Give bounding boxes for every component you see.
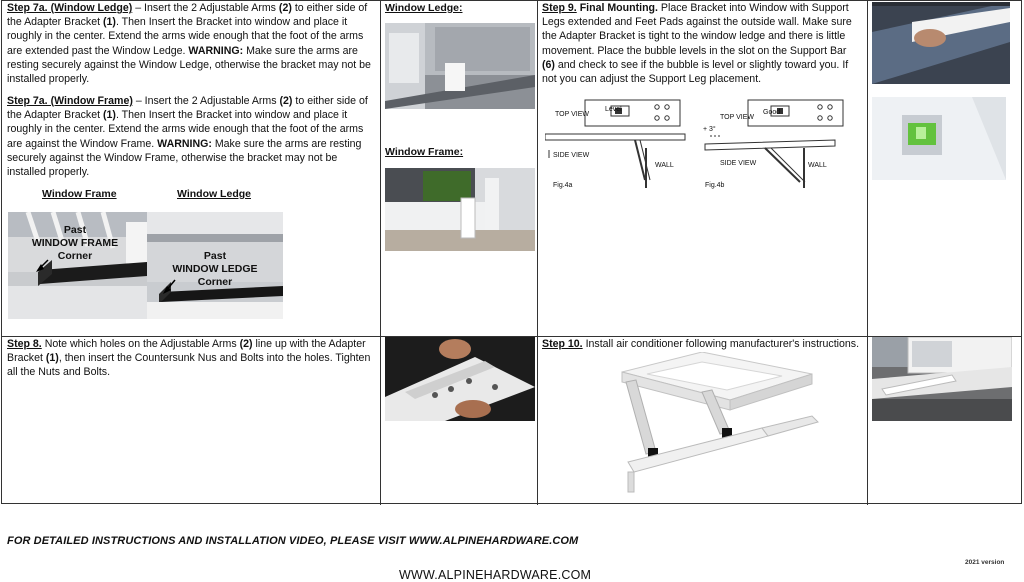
footer-note: FOR DETAILED INSTRUCTIONS AND INSTALLATION VIDEO, PLEASE VISIT WWW.ALPINEHARDWARE.COM [7, 535, 579, 547]
part-ref: (1) [45, 352, 59, 365]
step10-title: Step 10. [542, 338, 583, 350]
caption-line: Past [203, 250, 227, 262]
text-run: . Then Insert the Bracket into window and place it roughly in the center. Extend the arms wide enough that the foot of the arms are against the Window Frame. [7, 109, 364, 150]
column-divider [537, 1, 538, 505]
step9-text [542, 1, 860, 86]
step9-title: Step 9. [542, 2, 577, 14]
part-ref: (2) [278, 2, 292, 14]
text-run: Note which holes on the Adjustable Arms [41, 338, 240, 350]
col2-window-frame-label: Window Frame: [385, 146, 464, 158]
text-run: Make sure the arms are resting securely against the Window Frame, otherwise the bracket may not be installed properly. [7, 137, 362, 179]
window-ledge-label: Window Ledge [177, 188, 251, 200]
window-frame-closeup-image [385, 168, 535, 251]
fig-b-label: Fig.4b [705, 182, 725, 189]
bolt-tightening-image [385, 337, 535, 421]
good-label: Good [763, 109, 781, 116]
step8-title: Step 8. [7, 338, 42, 350]
caption-line: WINDOW LEDGE [172, 263, 258, 275]
bubble-level-image [872, 97, 1006, 180]
warning-label: WARNING: [157, 137, 212, 150]
window-frame-closeup-photo [385, 168, 535, 251]
warning-label: WARNING: [188, 44, 244, 57]
text-run: to either side of the Adapter Bracket [7, 95, 368, 122]
text-run: and check to see if the bubble is level or slightly toward you. If not you can adjust the Support Leg placement. [542, 58, 849, 86]
part-ref: (6) [542, 58, 555, 71]
fig-a-label: Fig.4a [553, 182, 573, 189]
caption-line: Corner [57, 250, 93, 262]
wall-b-label: WALL [808, 162, 827, 169]
bracket-render [612, 352, 822, 498]
text-run: . Then Insert the Bracket into window and place it roughly in the center. Extend the arms wide enough that the foot of the arms are extended past the Window Ledge. [7, 16, 364, 57]
text-run: Install air conditioner following manufacturer's instructions. [582, 338, 860, 350]
bracket-in-window-photo [872, 2, 1010, 84]
support-bar-level-diagram [545, 96, 845, 196]
caption-line: Corner [197, 276, 233, 288]
step9-subtitle: Final Mounting. [576, 2, 658, 14]
top-view-a-label: TOP VIEW [555, 111, 589, 118]
part-ref: (2) [239, 338, 253, 350]
angle-label: + 3° [703, 126, 716, 133]
text-run: to either side of the Adapter Bracket [7, 2, 368, 29]
bolt-tightening-photo [385, 337, 535, 421]
window-ledge-closeup-image [385, 23, 535, 109]
caption-line: WINDOW FRAME [31, 237, 119, 249]
window-ledge-closeup-photo [385, 23, 535, 109]
column-divider [867, 1, 868, 505]
part-ref: (1) [103, 16, 116, 29]
text-run: line up with the Adapter Bracket [7, 338, 366, 365]
past-frame-caption [30, 224, 120, 263]
installed-ac-image [872, 337, 1012, 421]
level-label: Level [605, 106, 622, 113]
level-diagram-image [545, 96, 845, 196]
bracket-in-window-image [872, 2, 1010, 84]
version-label: 2021 version [965, 559, 1005, 566]
step8-text [7, 337, 373, 380]
text-run: Make sure the arms are resting securely against the Window Ledge, otherwise the bracket may not be installed properly. [7, 44, 371, 86]
part-ref: (2) [279, 95, 293, 107]
installed-ac-photo [872, 337, 1012, 421]
text-run: , then insert the Countersunk Nus and Bolts into the holes. Tighten all the Nuts and Bolts. [7, 352, 371, 379]
past-ledge-caption [160, 250, 270, 289]
step7a-ledge-title: Step 7a. (Window Ledge) [7, 2, 133, 14]
column-divider [380, 1, 381, 505]
top-view-b-label: TOP VIEW [720, 114, 754, 121]
window-frame-label: Window Frame [42, 188, 117, 200]
side-view-b-label: SIDE VIEW [720, 160, 757, 167]
col2-window-ledge-label: Window Ledge: [385, 2, 463, 14]
step7a-frame-title: Step 7a. (Window Frame) [7, 95, 133, 107]
step10-text [542, 337, 862, 351]
step7a-frame-text [7, 94, 371, 179]
step7a-ledge-text [7, 1, 371, 86]
bubble-level-photo [872, 97, 1006, 180]
part-ref: (1) [103, 109, 116, 122]
footer-url[interactable]: WWW.ALPINEHARDWARE.COM [399, 568, 592, 582]
text-run: – Insert the 2 Adjustable Arms [132, 95, 280, 107]
caption-line: Past [63, 224, 87, 236]
side-view-a-label: SIDE VIEW [553, 152, 590, 159]
text-run: Place Bracket into Window with Support Legs extended and Feet Pads against the outside wall. Make sure the Adapter Bracket is tight to the window ledge and there is little movement. Place the bubble levels in the slot on the Support Bar [542, 2, 852, 57]
bracket-render-image [612, 352, 822, 498]
text-run: – Insert the 2 Adjustable Arms [132, 2, 279, 14]
wall-a-label: WALL [655, 162, 674, 169]
